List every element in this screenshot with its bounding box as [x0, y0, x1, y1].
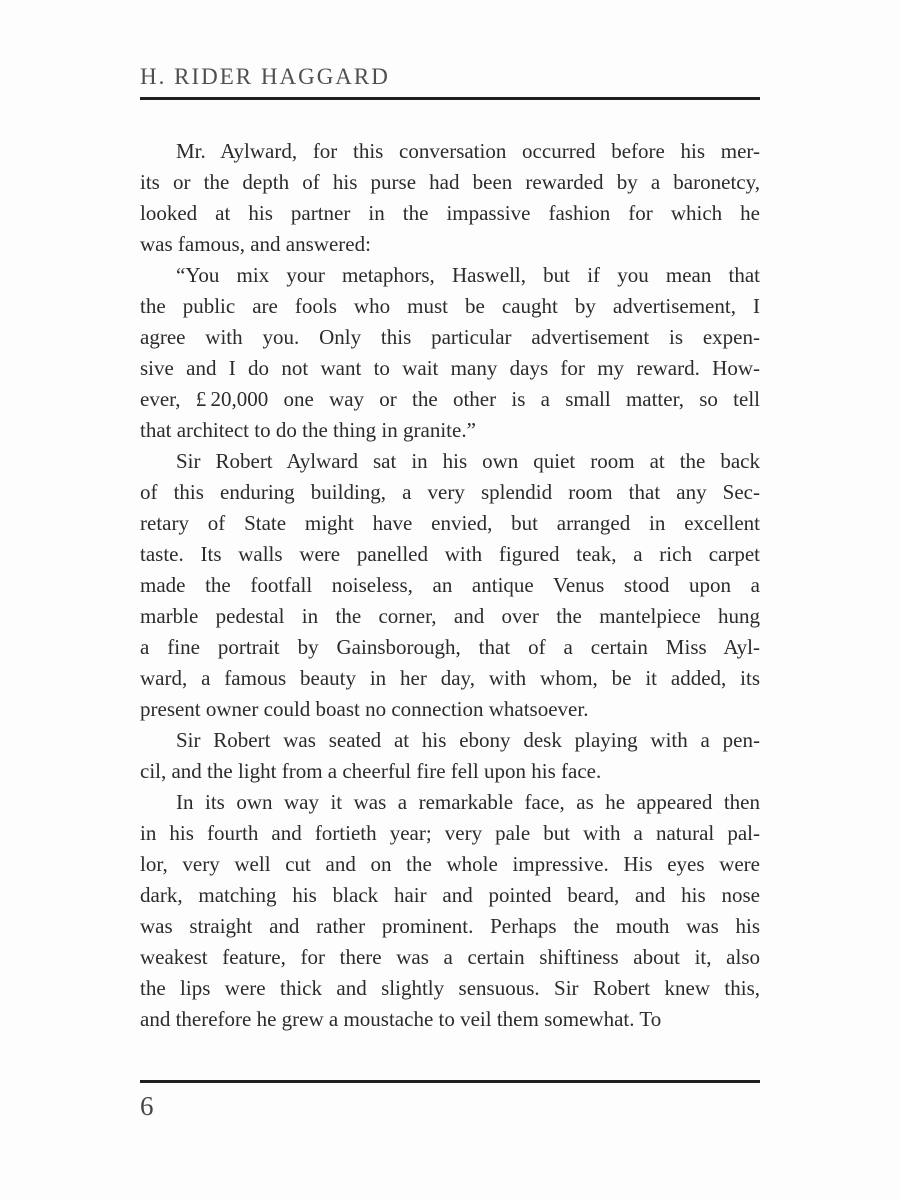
text-line: the public are fools who must be caught by advertisement, I [140, 294, 760, 318]
header-rule [140, 97, 760, 100]
text-line: that architect to do the thing in granite.” [140, 418, 476, 442]
text-line: “You mix your metaphors, Haswell, but if you mean that [176, 263, 760, 287]
text-line: of this enduring building, a very splendid room that any Sec- [140, 480, 760, 504]
text-line: and therefore he grew a moustache to veil them somewhat. To [140, 1007, 662, 1031]
text-line: its or the depth of his purse had been rewarded by a baronetcy, [140, 170, 760, 194]
footer-rule [140, 1080, 760, 1083]
text-line: was famous, and answered: [140, 232, 371, 256]
paragraph [140, 260, 760, 446]
text-line: agree with you. Only this particular advertisement is expen- [140, 325, 760, 349]
text-line: Sir Robert was seated at his ebony desk playing with a pen- [176, 728, 760, 752]
text-line: Sir Robert Aylward sat in his own quiet room at the back [176, 449, 760, 473]
text-line: retary of State might have envied, but arranged in excellent [140, 511, 760, 535]
paragraph [140, 136, 760, 260]
text-line: in his fourth and fortieth year; very pale but with a natural pal- [140, 821, 760, 845]
text-line: dark, matching his black hair and pointed beard, and his nose [140, 883, 760, 907]
text-line: ever, £ 20,000 one way or the other is a small matter, so tell [140, 387, 760, 411]
text-line: Mr. Aylward, for this conversation occurred before his mer- [176, 139, 760, 163]
text-line: lor, very well cut and on the whole impressive. His eyes were [140, 852, 760, 876]
text-line: In its own way it was a remarkable face, as he appeared then [176, 790, 760, 814]
page-footer [140, 1080, 760, 1121]
text-line: sive and I do not want to wait many days for my reward. How- [140, 356, 760, 380]
text-line: taste. Its walls were panelled with figured teak, a rich carpet [140, 542, 760, 566]
text-line: present owner could boast no connection whatsoever. [140, 697, 589, 721]
running-header [140, 64, 760, 100]
text-line: was straight and rather prominent. Perhaps the mouth was his [140, 914, 760, 938]
text-line: weakest feature, for there was a certain shiftiness about it, also [140, 945, 760, 969]
author-running-head: H. RIDER HAGGARD [140, 64, 390, 89]
page-number: 6 [140, 1091, 154, 1121]
text-line: cil, and the light from a cheerful fire fell upon his face. [140, 759, 602, 783]
text-line: made the footfall noiseless, an antique Venus stood upon a [140, 573, 760, 597]
paragraph [140, 446, 760, 725]
paragraph [140, 787, 760, 1035]
text-line: the lips were thick and slightly sensuous. Sir Robert knew this, [140, 976, 760, 1000]
text-line: looked at his partner in the impassive fashion for which he [140, 201, 760, 225]
text-line: ward, a famous beauty in her day, with whom, be it added, its [140, 666, 760, 690]
text-line: a fine portrait by Gainsborough, that of a certain Miss Ayl- [140, 635, 760, 659]
paragraph [140, 725, 760, 787]
text-line: marble pedestal in the corner, and over the mantelpiece hung [140, 604, 760, 628]
text-block [140, 136, 760, 1035]
